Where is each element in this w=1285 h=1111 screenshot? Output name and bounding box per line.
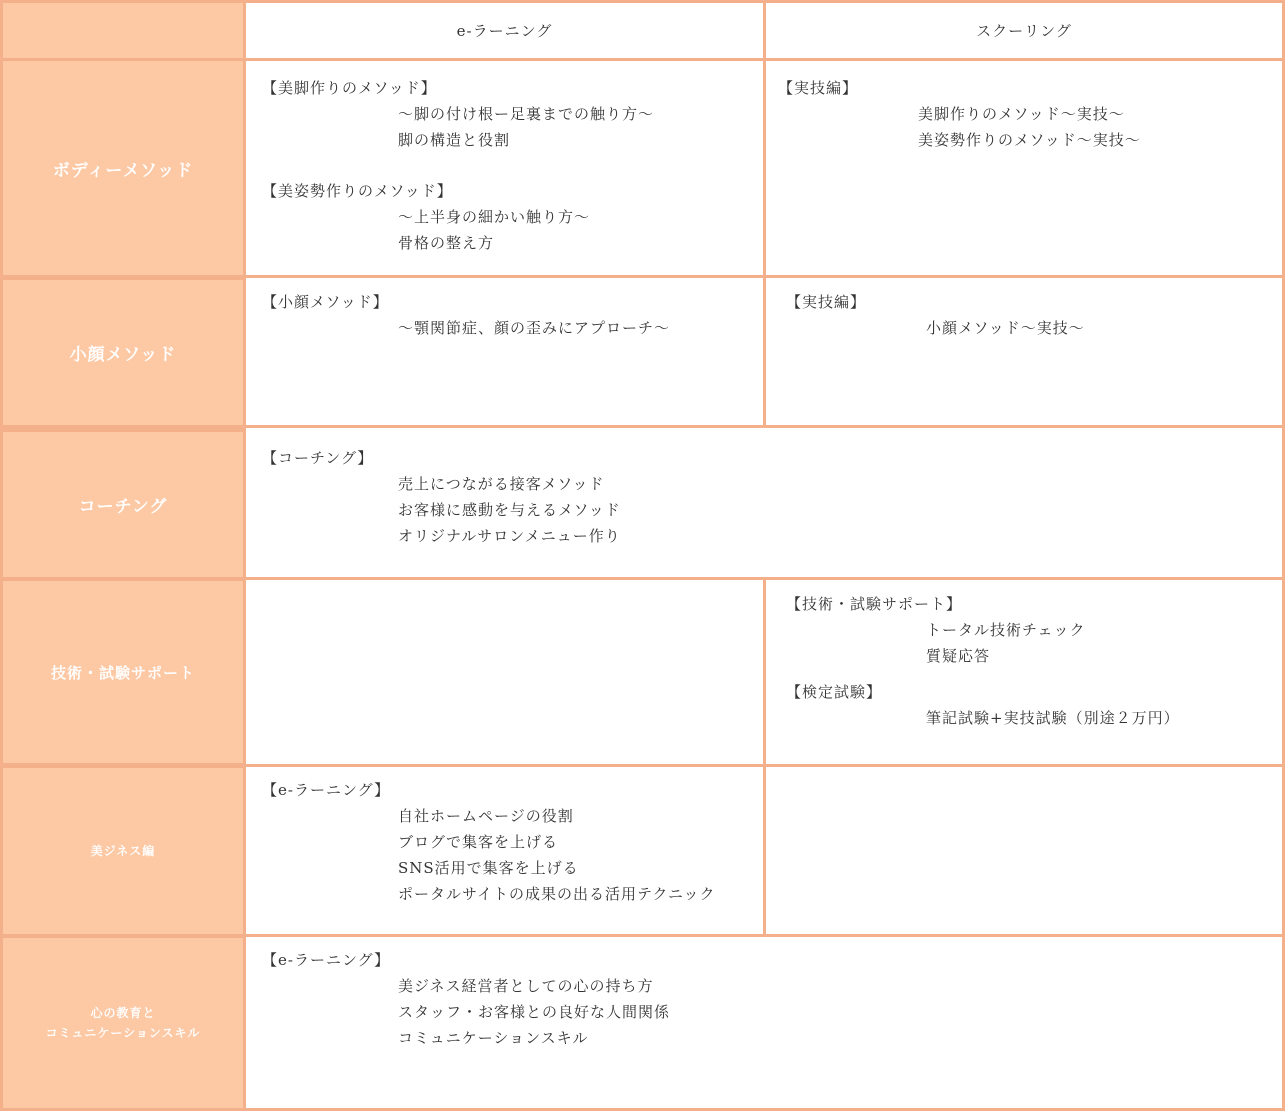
coaching-title: 【コーチング】 bbox=[262, 449, 374, 467]
row-label-body-method-text: ボディーメソッド bbox=[52, 160, 194, 181]
row-label-tech-support-text: 技術・試験サポート bbox=[50, 663, 195, 682]
face-elearning-line: ～顎関節症、顔の歪みにアプローチ～ bbox=[398, 319, 671, 337]
body-elearning-line: ～上半身の細かい触り方～ bbox=[398, 208, 591, 226]
body-elearning-line: ～脚の付け根ー足裏までの触り方～ bbox=[398, 105, 655, 123]
support-block-1 bbox=[786, 591, 1086, 669]
header-corner-cell bbox=[3, 3, 243, 58]
support-line: 質疑応答 bbox=[926, 647, 991, 665]
row-label-coaching bbox=[3, 432, 243, 577]
header-elearning bbox=[246, 3, 763, 58]
support-title-1: 【技術・試験サポート】 bbox=[786, 595, 963, 613]
business-title: 【e-ラーニング】 bbox=[262, 781, 391, 799]
row-label-body-method bbox=[3, 61, 243, 275]
coaching-cell bbox=[246, 428, 1282, 577]
body-elearning-line: 脚の構造と役割 bbox=[398, 131, 511, 149]
support-block-2 bbox=[786, 679, 1180, 731]
support-line: トータル技術チェック bbox=[926, 621, 1086, 639]
body-elearning-line: 骨格の整え方 bbox=[398, 234, 495, 252]
body-elearning-title-2: 【美姿勢作りのメソッド】 bbox=[262, 182, 453, 200]
mind-line: 美ジネス経営者としての心の持ち方 bbox=[398, 977, 654, 995]
row-label-small-face bbox=[3, 280, 243, 425]
coaching-line: オリジナルサロンメニュー作り bbox=[398, 527, 621, 545]
coaching-block bbox=[262, 445, 621, 549]
row-label-mind-line-1: 心の教育と bbox=[90, 1006, 156, 1020]
face-schooling-line: 小顔メソッド～実技～ bbox=[926, 319, 1085, 337]
business-line: 自社ホームページの役割 bbox=[398, 807, 574, 825]
body-elearning-cell bbox=[246, 61, 763, 275]
mind-line: スタッフ・お客様との良好な人間関係 bbox=[398, 1003, 671, 1021]
body-schooling-block bbox=[778, 75, 1141, 153]
business-schooling-cell bbox=[766, 767, 1282, 934]
body-schooling-line: 美脚作りのメソッド～実技～ bbox=[918, 105, 1125, 123]
support-line: 筆記試験+実技試験（別途２万円） bbox=[926, 709, 1180, 727]
business-line: ポータルサイトの成果の出る活用テクニック bbox=[398, 885, 716, 903]
body-schooling-cell bbox=[766, 61, 1282, 275]
coaching-line: お客様に感動を与えるメソッド bbox=[398, 501, 621, 519]
header-elearning-text: e-ラーニング bbox=[456, 22, 553, 40]
business-block bbox=[262, 777, 715, 907]
row-label-mind-line-2: コミュニケーションスキル bbox=[45, 1026, 201, 1040]
support-title-2: 【検定試験】 bbox=[786, 683, 883, 701]
face-schooling-title: 【実技編】 bbox=[786, 293, 867, 311]
row-label-business bbox=[3, 768, 243, 934]
face-elearning-block bbox=[262, 289, 670, 341]
header-schooling bbox=[766, 3, 1282, 58]
mind-cell bbox=[246, 937, 1282, 1108]
row-label-business-text: 美ジネス編 bbox=[90, 844, 156, 858]
business-line: ブログで集客を上げる bbox=[398, 833, 559, 851]
body-schooling-title: 【実技編】 bbox=[778, 79, 859, 97]
body-elearning-block-1 bbox=[262, 75, 654, 153]
face-elearning-cell bbox=[246, 278, 763, 425]
face-schooling-block bbox=[786, 289, 1085, 341]
row-label-small-face-text: 小顔メソッド bbox=[69, 345, 177, 365]
business-elearning-cell bbox=[246, 767, 763, 934]
face-elearning-title: 【小顔メソッド】 bbox=[262, 293, 389, 311]
body-schooling-line: 美姿勢作りのメソッド～実技～ bbox=[918, 131, 1141, 149]
row-label-tech-support bbox=[3, 581, 243, 763]
body-elearning-title-1: 【美脚作りのメソッド】 bbox=[262, 79, 437, 97]
body-elearning-block-2 bbox=[262, 178, 590, 256]
face-schooling-cell bbox=[766, 278, 1282, 425]
row-label-coaching-text: コーチング bbox=[78, 497, 168, 517]
header-schooling-text: スクーリング bbox=[976, 22, 1072, 40]
mind-line: コミュニケーションスキル bbox=[398, 1029, 589, 1047]
support-elearning-cell bbox=[246, 580, 763, 764]
mind-title: 【e-ラーニング】 bbox=[262, 951, 391, 969]
coaching-line: 売上につながる接客メソッド bbox=[398, 475, 605, 493]
mind-block bbox=[262, 947, 670, 1051]
support-schooling-cell bbox=[766, 580, 1282, 764]
row-label-mind-communication bbox=[3, 938, 243, 1108]
business-line: SNS活用で集客を上げる bbox=[398, 859, 579, 877]
